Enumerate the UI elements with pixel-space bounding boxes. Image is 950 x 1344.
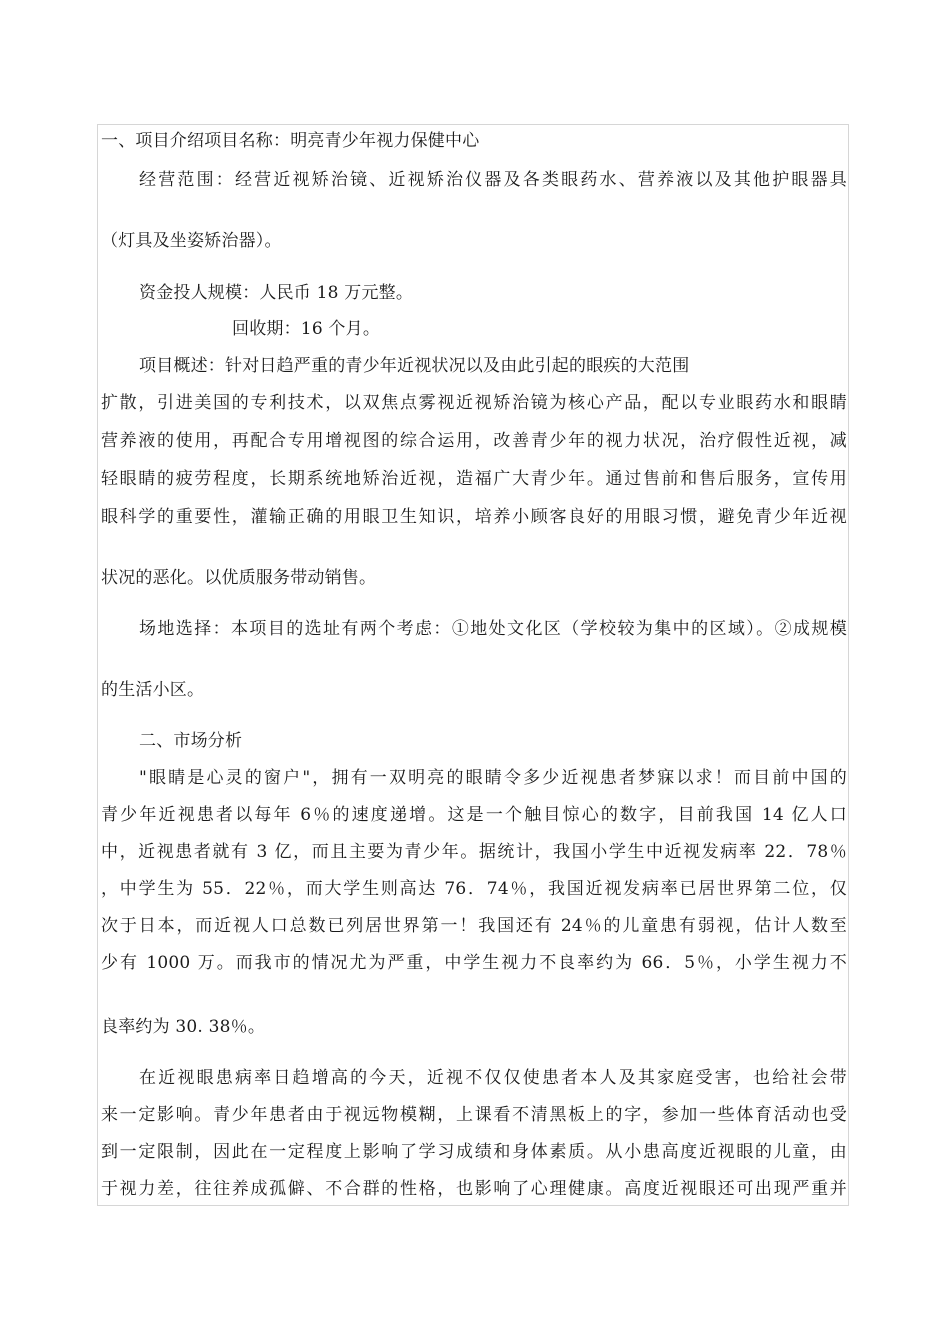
text-line: 少有 1000 万。而我市的情况尤为严重，中学生视力不良率约为 66．5％，小学生视力不 xyxy=(101,953,847,973)
text-line: 眼科学的重要性，灌输正确的用眼卫生知识，培养小顾客良好的用眼习惯，避免青少年近视 xyxy=(101,507,847,527)
text-line: 到一定限制，因此在一定程度上影响了学习成绩和身体素质。从小患高度近视眼的儿童，由 xyxy=(101,1142,847,1162)
text-line: 项目概述：针对日趋严重的青少年近视状况以及由此引起的眼疾的大范围 xyxy=(139,356,690,376)
text-line: ，中学生为 55．22％，而大学生则高达 76．74％，我国近视发病率已居世界第二位，仅 xyxy=(101,879,847,899)
text-line: 在近视眼患病率日趋增高的今天，近视不仅仅使患者本人及其家庭受害，也给社会带 xyxy=(139,1068,847,1088)
text-line: 资金投人规模：人民币 18 万元整。 xyxy=(139,283,414,303)
text-line: 经营范围：经营近视矫治镜、近视矫治仪器及各类眼药水、营养液以及其他护眼器具 xyxy=(139,170,847,190)
text-line: 营养液的使用，再配合专用增视图的综合运用，改善青少年的视力状况，治疗假性近视，减 xyxy=(101,431,847,451)
section-heading-project-intro: 一、项目介绍项目名称：明亮青少年视力保健中心 xyxy=(101,131,480,151)
text-line: 的生活小区。 xyxy=(101,680,205,700)
text-line: 回收期：16 个月。 xyxy=(232,319,381,339)
section-heading-market-analysis: 二、市场分析 xyxy=(139,731,243,751)
text-line: 状况的恶化。以优质服务带动销售。 xyxy=(101,568,377,588)
text-line: 次于日本，而近视人口总数已列居世界第一！我国还有 24％的儿童患有弱视，估计人数至 xyxy=(101,916,847,936)
text-line: 来一定影响。青少年患者由于视远物模糊，上课看不清黑板上的字，参加一些体育活动也受 xyxy=(101,1105,847,1125)
text-line: 轻眼睛的疲劳程度，长期系统地矫治近视，造福广大青少年。通过售前和售后服务，宣传用 xyxy=(101,469,847,489)
text-line: 良率约为 30. 38％。 xyxy=(101,1017,266,1037)
text-line: 于视力差，往往养成孤僻、不合群的性格，也影响了心理健康。高度近视眼还可出现严重并 xyxy=(101,1179,847,1199)
text-line: 场地选择：本项目的选址有两个考虑：①地处文化区（学校较为集中的区域）。②成规模 xyxy=(139,619,847,639)
text-line: （灯具及坐姿矫治器）。 xyxy=(101,231,282,251)
text-line: 青少年近视患者以每年 6％的速度递增。这是一个触目惊心的数字，目前我国 14 亿人口 xyxy=(101,805,847,825)
text-line: 扩散，引进美国的专利技术，以双焦点雾视近视矫治镜为核心产品，配以专业眼药水和眼睛 xyxy=(101,393,847,413)
text-line: 中，近视患者就有 3 亿，而且主要为青少年。据统计，我国小学生中近视发病率 22．78％ xyxy=(101,842,847,862)
text-line: "眼睛是心灵的窗户"，拥有一双明亮的眼睛令多少近视患者梦寐以求！而目前中国的 xyxy=(139,768,847,788)
